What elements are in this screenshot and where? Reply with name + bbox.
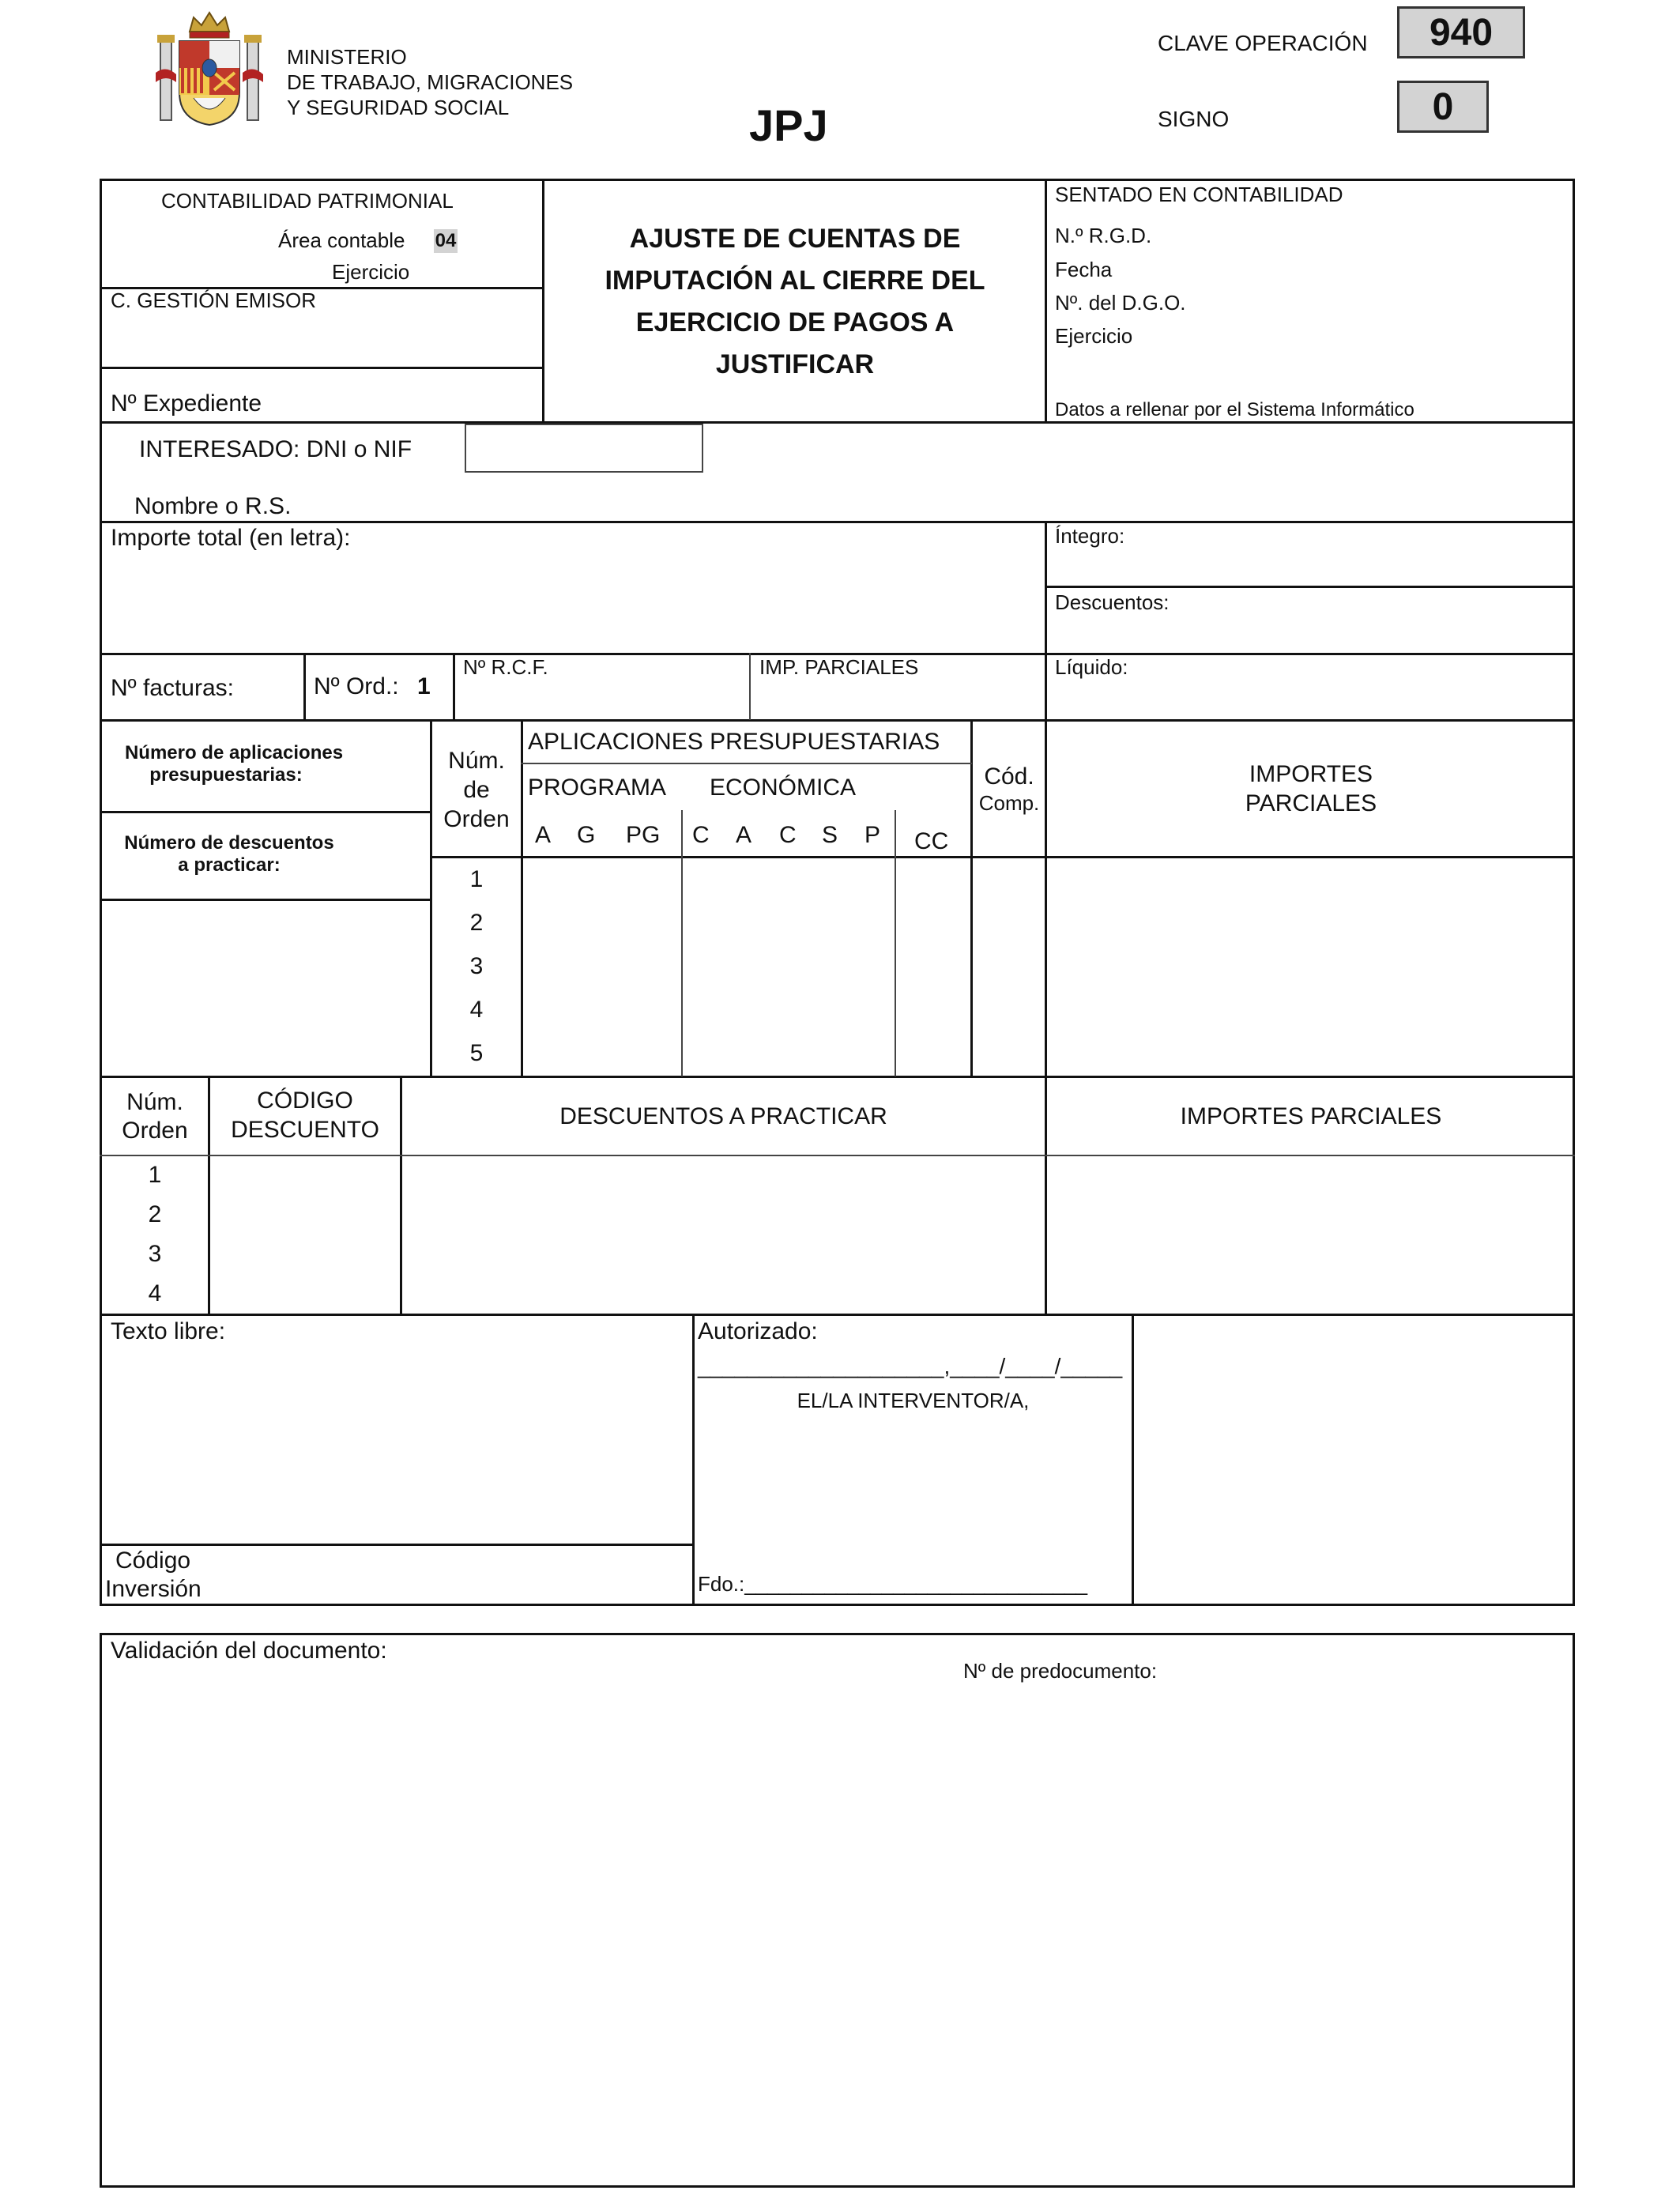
importes-parciales-input-area[interactable] xyxy=(1049,861,1571,1072)
cc-input-area[interactable] xyxy=(898,861,968,1072)
sentado-contabilidad-label: SENTADO EN CONTABILIDAD xyxy=(1055,183,1343,206)
divider-line xyxy=(100,521,1575,523)
importe-letra-input[interactable] xyxy=(111,558,1035,647)
economica-input-area[interactable] xyxy=(686,861,891,1072)
aplicacion-row-1: 1 xyxy=(469,866,484,892)
ministry-line-3: Y SEGURIDAD SOCIAL xyxy=(287,96,510,119)
validacion-frame xyxy=(100,1633,1575,2188)
divider-line xyxy=(895,810,896,1076)
predocumento-label: Nº de predocumento: xyxy=(963,1659,1158,1683)
divider-line xyxy=(430,856,1575,858)
descuento-row-2: 2 xyxy=(148,1201,162,1227)
num-ord-label: Nº Ord.: xyxy=(314,673,399,699)
clave-operacion-label: CLAVE OPERACIÓN xyxy=(1158,31,1368,55)
liquido-label: Líquido: xyxy=(1055,655,1128,679)
programa-input-area[interactable] xyxy=(525,861,678,1072)
aplicacion-row-5: 5 xyxy=(469,1040,484,1066)
prog-col-a: A xyxy=(535,822,552,848)
codigo-descuento-label-2: DESCUENTO xyxy=(231,1117,379,1143)
descuento-row-3: 3 xyxy=(148,1241,162,1267)
divider-line xyxy=(100,1544,694,1546)
divider-line xyxy=(100,1076,1575,1078)
expediente-label: Nº Expediente xyxy=(111,390,262,417)
programa-label: PROGRAMA xyxy=(528,775,667,801)
interventor-label: EL/LA INTERVENTOR/A, xyxy=(797,1389,1030,1412)
divider-line xyxy=(100,367,544,369)
ejercicio-sentado-label: Ejercicio xyxy=(1055,324,1133,348)
importes-parciales-label-1: IMPORTES xyxy=(1249,761,1373,787)
num-aplicaciones-label-2: presupuestarias: xyxy=(149,764,303,786)
descuento-row-1: 1 xyxy=(148,1162,162,1188)
rcf-label: Nº R.C.F. xyxy=(463,655,548,679)
aplicacion-row-4: 4 xyxy=(469,997,484,1023)
aplicacion-row-2: 2 xyxy=(469,910,484,936)
signo-label: SIGNO xyxy=(1158,107,1230,131)
autorizado-date-line: ____________________,____/____/_____ xyxy=(698,1354,1123,1378)
divider-line xyxy=(1132,1314,1134,1606)
importes-parciales-label-2: PARCIALES xyxy=(1245,790,1377,816)
economica-label: ECONÓMICA xyxy=(710,775,857,801)
autorizado-label: Autorizado: xyxy=(698,1318,818,1344)
aplicacion-row-3: 3 xyxy=(469,953,484,979)
descuentos-label: Descuentos: xyxy=(1055,590,1170,614)
aplicaciones-count-input[interactable] xyxy=(111,906,422,1069)
rgd-label: N.º R.G.D. xyxy=(1055,224,1152,247)
facturas-label: Nº facturas: xyxy=(111,675,235,701)
eco-col-a: A xyxy=(736,822,752,848)
eco-col-c2: C xyxy=(779,822,797,848)
contabilidad-patrimonial-label: CONTABILIDAD PATRIMONIAL xyxy=(161,189,454,213)
num-orden-line-2: de xyxy=(463,777,490,803)
descuentos-practicar-input-area[interactable] xyxy=(405,1160,1042,1309)
eco-col-c1: C xyxy=(692,822,710,848)
dni-nif-input[interactable] xyxy=(465,424,703,473)
num-descuentos-label-2: a practicar: xyxy=(178,854,281,876)
cod-comp-label-2: Comp. xyxy=(978,791,1040,815)
gestion-emisor-input[interactable] xyxy=(111,315,529,360)
gestion-emisor-label: C. GESTIÓN EMISOR xyxy=(111,288,317,312)
imp-parciales-label: IMP. PARCIALES xyxy=(759,655,919,679)
desc-importes-parciales-label: IMPORTES PARCIALES xyxy=(1180,1103,1442,1129)
importe-letra-label: Importe total (en letra): xyxy=(111,525,351,551)
cod-comp-input-area[interactable] xyxy=(974,861,1042,1072)
divider-line xyxy=(100,421,1575,424)
cod-comp-label-1: Cód. xyxy=(984,763,1034,790)
clave-operacion-value: 940 xyxy=(1397,6,1525,58)
divider-line xyxy=(1045,179,1047,422)
form-title-line-1: AJUSTE DE CUENTAS DE xyxy=(629,224,961,254)
divider-line xyxy=(749,653,751,720)
num-orden-header xyxy=(432,746,521,834)
desc-num-orden-1: Núm. xyxy=(126,1089,183,1115)
expediente-input[interactable] xyxy=(269,375,537,417)
eco-col-s: S xyxy=(822,822,838,848)
num-aplicaciones-label-1: Número de aplicaciones xyxy=(124,742,344,763)
integro-label: Íntegro: xyxy=(1055,524,1125,548)
divider-line xyxy=(521,763,972,764)
divider-line xyxy=(100,1314,1575,1316)
codigo-descuento-label-1: CÓDIGO xyxy=(257,1088,353,1114)
signo-value: 0 xyxy=(1397,81,1489,133)
prog-col-pg: PG xyxy=(626,822,661,848)
nombre-rs-label: Nombre o R.S. xyxy=(134,493,292,519)
codigo-inversion-label-2: Inversión xyxy=(105,1576,202,1602)
descuento-row-4: 4 xyxy=(148,1280,162,1306)
descuentos-practicar-label: DESCUENTOS A PRACTICAR xyxy=(559,1103,887,1129)
divider-line xyxy=(303,653,306,720)
texto-libre-label: Texto libre: xyxy=(111,1318,226,1344)
aplicaciones-title: APLICACIONES PRESUPUESTARIAS xyxy=(528,729,940,755)
fdo-signature-line: Fdo.:______________________________ xyxy=(698,1572,1088,1596)
divider-line xyxy=(1045,586,1575,588)
validacion-label: Validación del documento: xyxy=(111,1638,387,1664)
num-descuentos-label-1: Número de descuentos xyxy=(124,832,334,854)
sistema-note: Datos a rellenar por el Sistema Informático xyxy=(1055,399,1414,420)
desc-num-orden-2: Orden xyxy=(122,1118,188,1144)
interesado-dni-label: INTERESADO: DNI o NIF xyxy=(139,436,412,462)
divider-line xyxy=(100,1155,1575,1156)
codigo-descuento-input-area[interactable] xyxy=(213,1160,397,1309)
num-orden-line-1: Núm. xyxy=(448,748,505,774)
form-title-line-4: JUSTIFICAR xyxy=(715,349,875,379)
fecha-label: Fecha xyxy=(1055,258,1113,281)
form-title-line-2: IMPUTACIÓN AL CIERRE DEL xyxy=(605,266,985,296)
area-contable-value: 04 xyxy=(435,230,457,251)
prog-col-g: G xyxy=(577,822,596,848)
num-orden-line-3: Orden xyxy=(443,806,510,832)
divider-line xyxy=(521,719,523,1076)
nombre-rs-input[interactable] xyxy=(316,479,1549,517)
ministry-line-1: MINISTERIO xyxy=(287,45,407,69)
divider-line xyxy=(681,810,683,1076)
form-title-line-3: EJERCICIO DE PAGOS A xyxy=(635,307,955,337)
divider-line xyxy=(453,653,455,720)
form-code: JPJ xyxy=(749,100,828,150)
divider-line xyxy=(100,899,431,901)
eco-col-p: P xyxy=(864,822,881,848)
cc-label: CC xyxy=(914,828,949,854)
divider-line xyxy=(100,719,1575,722)
num-ord-value: 1 xyxy=(417,673,431,699)
divider-line xyxy=(100,811,431,813)
desc-importes-input-area[interactable] xyxy=(1049,1160,1571,1309)
ministry-line-2: DE TRABAJO, MIGRACIONES xyxy=(287,70,574,94)
codigo-inversion-label-1: Código xyxy=(115,1547,191,1574)
form-title xyxy=(545,218,1045,386)
ejercicio-label: Ejercicio xyxy=(332,260,410,284)
texto-libre-input[interactable] xyxy=(111,1350,686,1538)
area-contable-label: Área contable xyxy=(278,228,405,252)
dgo-label: Nº. del D.G.O. xyxy=(1055,291,1186,315)
divider-line xyxy=(542,179,544,422)
coat-of-arms-emblem xyxy=(154,9,265,128)
divider-line xyxy=(1045,521,1047,720)
divider-line xyxy=(692,1314,695,1606)
